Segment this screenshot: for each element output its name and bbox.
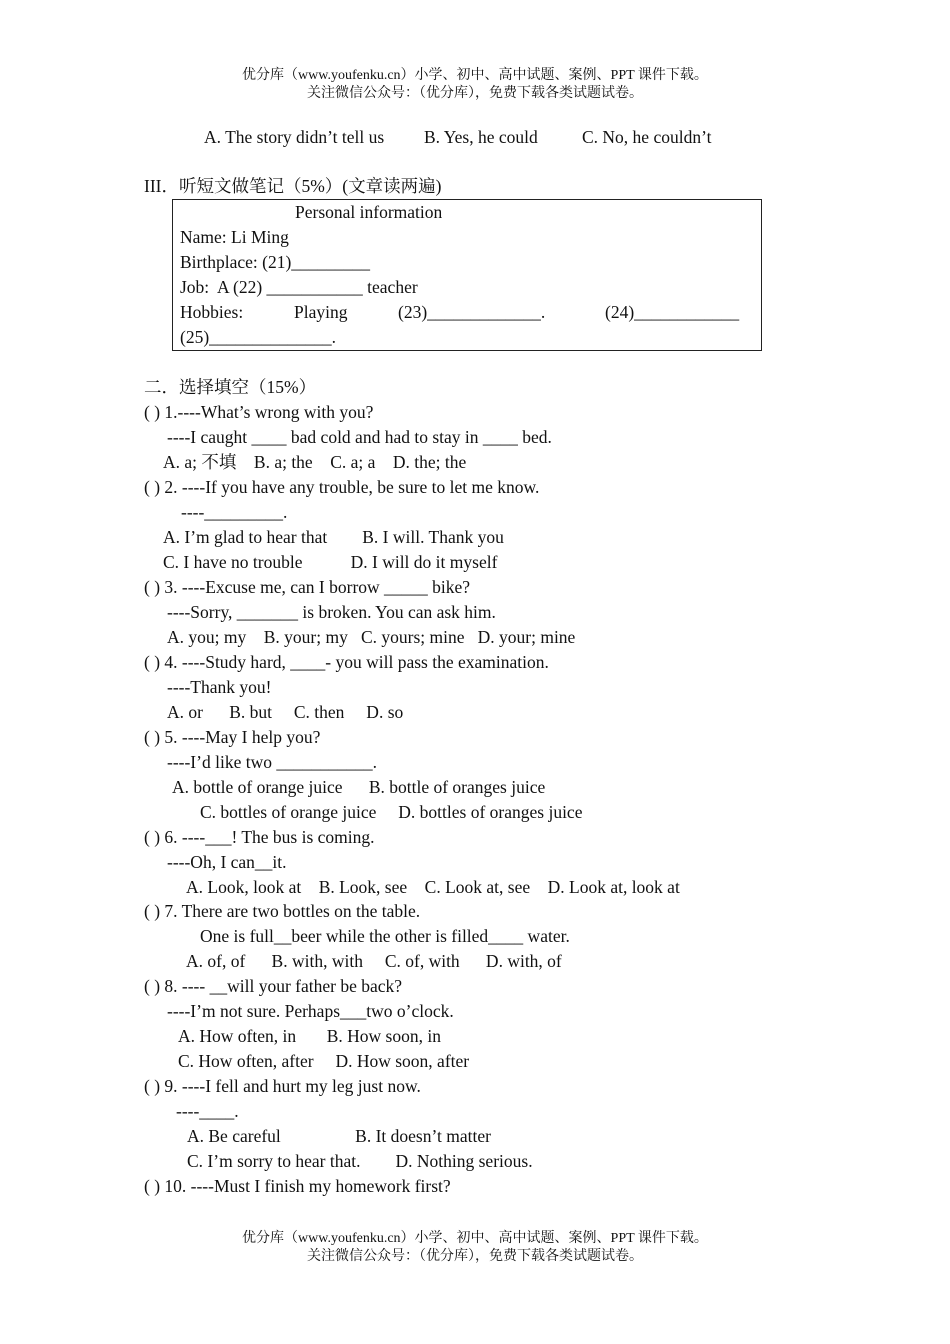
blank-24: (24)____________ [605, 302, 740, 322]
blank-23: (23)_____________. [398, 302, 546, 322]
question-options: A. bottle of orange juice B. bottle of oranges juice [172, 777, 546, 797]
question-options: C. I have no trouble D. I will do it myself [163, 552, 498, 572]
question-line: ( ) 10. ----Must I finish my homework first? [144, 1176, 451, 1196]
question-line: ( ) 1.----What’s wrong with you? [144, 402, 374, 422]
question-line: ( ) 7. There are two bottles on the table. [144, 901, 421, 921]
question-options: A. or B. but C. then D. so [167, 702, 404, 722]
question-options: C. bottles of orange juice D. bottles of oranges juice [200, 802, 583, 822]
footer-line-2: 关注微信公众号：（优分库），免费下载各类试题试卷。 [307, 1249, 643, 1264]
question-options: A. Be careful B. It doesn’t matter [187, 1126, 491, 1146]
footer-line-1: 优分库（www.youfenku.cn）小学、初中、高中试题、案例、PPT 课件下载。 [242, 1231, 708, 1246]
question-line: ( ) 6. ----___! The bus is coming. [144, 827, 375, 847]
question-line: ----I’m not sure. Perhaps___two o’clock. [167, 1001, 454, 1021]
blank-25: (25)______________. [180, 327, 337, 347]
question-line: ( ) 8. ---- __will your father be back? [144, 976, 403, 996]
question-line: ----I’d like two ___________. [167, 752, 377, 772]
hobbies-playing: Playing [294, 302, 348, 322]
question-options: A. a; 不填 B. a; the C. a; a D. the; the [163, 452, 467, 472]
question-options: C. How often, after D. How soon, after [178, 1051, 470, 1071]
question-line: ----Oh, I can__it. [167, 852, 287, 872]
question-options: A. you; my B. your; my C. yours; mine D. your; mine [167, 627, 576, 647]
hobbies-label: Hobbies: [180, 302, 244, 322]
birthplace-field: Birthplace: (21)_________ [180, 252, 371, 272]
question-options: A. Look, look at B. Look, see C. Look at, see D. Look at, look at [186, 877, 680, 897]
question-line: ----_________. [181, 502, 288, 522]
question-line: ( ) 2. ----If you have any trouble, be sure to let me know. [144, 477, 540, 497]
question-line: ----Thank you! [167, 677, 272, 697]
personal-info-title: Personal information [295, 202, 443, 222]
prev-option-b: B. Yes, he could [424, 127, 538, 147]
job-field: Job: A (22) ___________ teacher [180, 277, 418, 297]
question-line: ( ) 3. ----Excuse me, can I borrow _____ bike? [144, 577, 471, 597]
question-options: A. of, of B. with, with C. of, with D. with, of [186, 951, 562, 971]
question-options: A. How often, in B. How soon, in [178, 1026, 441, 1046]
question-line: ----____. [176, 1101, 239, 1121]
question-line: ( ) 5. ----May I help you? [144, 727, 321, 747]
section-3-title: III．听短文做笔记（5%）(文章读两遍) [144, 176, 442, 196]
prev-option-a: A. The story didn’t tell us [204, 127, 385, 147]
section-2-title: 二．选择填空（15%） [144, 377, 317, 397]
question-line: ( ) 9. ----I fell and hurt my leg just now. [144, 1076, 421, 1096]
question-options: C. I’m sorry to hear that. D. Nothing serious. [187, 1151, 533, 1171]
header-line-2: 关注微信公众号：（优分库），免费下载各类试题试卷。 [307, 86, 643, 101]
question-line: One is full__beer while the other is filled____ water. [200, 926, 570, 946]
question-line: ----Sorry, _______ is broken. You can ask him. [167, 602, 496, 622]
header-line-1: 优分库（www.youfenku.cn）小学、初中、高中试题、案例、PPT 课件下载。 [242, 68, 708, 83]
name-field: Name: Li Ming [180, 227, 289, 247]
question-line: ----I caught ____ bad cold and had to stay in ____ bed. [167, 427, 552, 447]
prev-option-c: C. No, he couldn’t [582, 127, 712, 147]
question-line: ( ) 4. ----Study hard, ____- you will pass the examination. [144, 652, 549, 672]
question-options: A. I’m glad to hear that B. I will. Thank you [163, 527, 504, 547]
